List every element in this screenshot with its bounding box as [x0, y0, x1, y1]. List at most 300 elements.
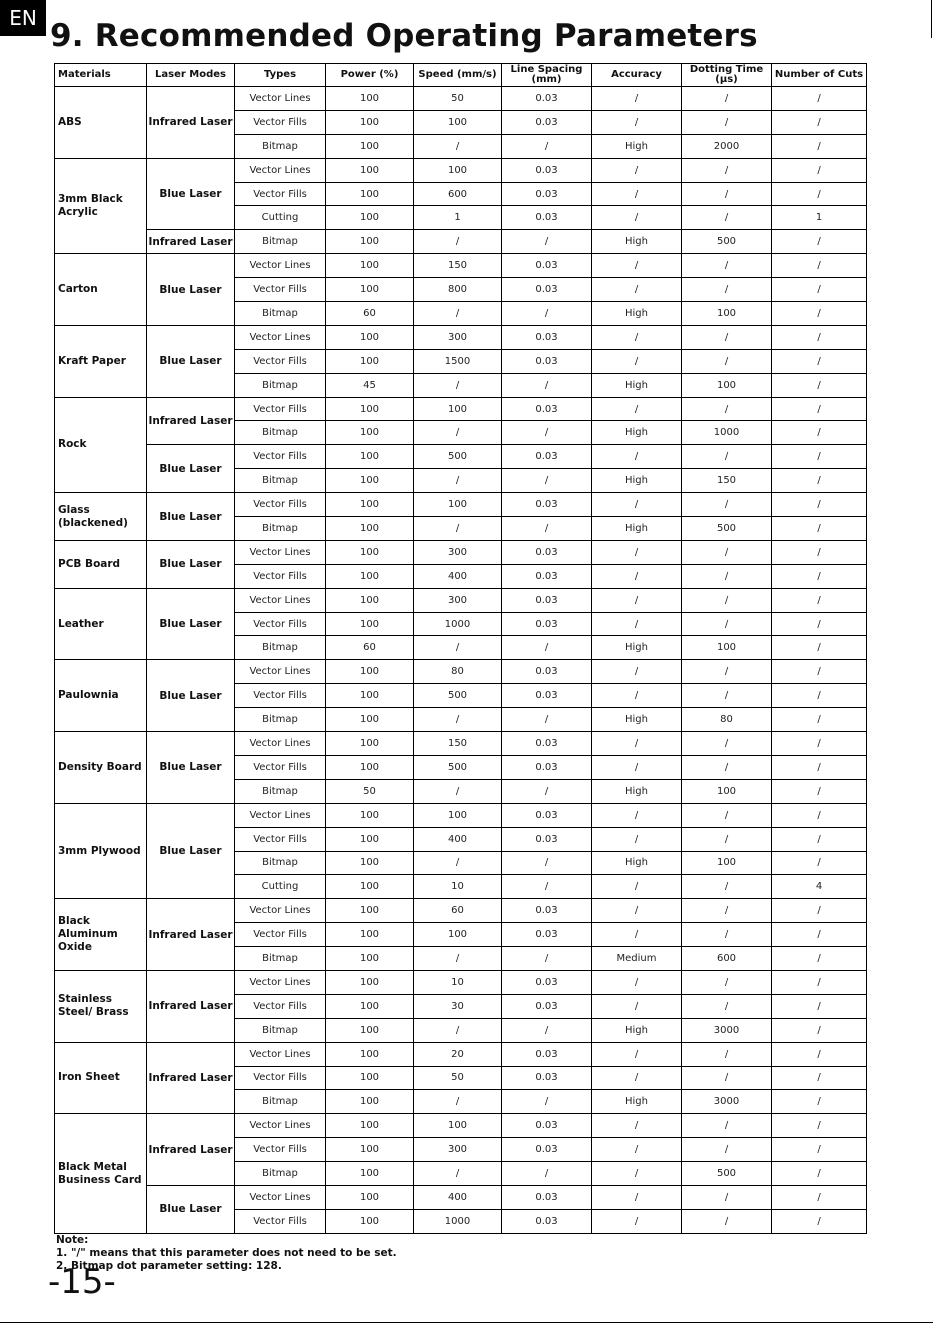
value-cell: / — [592, 1066, 682, 1090]
value-cell: 0.03 — [502, 206, 592, 230]
laser-mode-cell: Infrared Laser — [147, 397, 235, 445]
value-cell: 50 — [326, 779, 414, 803]
value-cell: / — [592, 827, 682, 851]
value-cell: / — [502, 1162, 592, 1186]
value-cell: 1000 — [682, 421, 772, 445]
value-cell: / — [772, 1162, 867, 1186]
value-cell: / — [502, 851, 592, 875]
value-cell: / — [772, 1042, 867, 1066]
value-cell: / — [592, 994, 682, 1018]
value-cell: / — [592, 732, 682, 756]
value-cell: / — [772, 1209, 867, 1233]
laser-mode-cell: Infrared Laser — [147, 1114, 235, 1186]
value-cell: 100 — [326, 1138, 414, 1162]
value-cell: / — [772, 540, 867, 564]
value-cell: 0.03 — [502, 827, 592, 851]
value-cell: / — [772, 254, 867, 278]
value-cell: 100 — [326, 421, 414, 445]
type-cell: Bitmap — [235, 421, 326, 445]
value-cell: 100 — [682, 302, 772, 326]
type-cell: Vector Lines — [235, 158, 326, 182]
value-cell: / — [592, 87, 682, 111]
note-item: 2. Bitmap dot parameter setting: 128. — [56, 1260, 282, 1272]
value-cell: / — [772, 612, 867, 636]
type-cell: Vector Fills — [235, 1138, 326, 1162]
language-tab: EN — [0, 0, 46, 36]
value-cell: / — [772, 278, 867, 302]
value-cell: / — [502, 708, 592, 732]
value-cell: / — [592, 755, 682, 779]
material-cell: Paulownia — [55, 660, 147, 732]
value-cell: 100 — [326, 827, 414, 851]
value-cell: 300 — [414, 1138, 502, 1162]
value-cell: 100 — [682, 851, 772, 875]
value-cell: 100 — [326, 564, 414, 588]
value-cell: / — [772, 134, 867, 158]
material-cell: ABS — [55, 87, 147, 159]
value-cell: 0.03 — [502, 612, 592, 636]
value-cell: / — [592, 899, 682, 923]
material-cell: Black Aluminum Oxide — [55, 899, 147, 971]
value-cell: / — [772, 803, 867, 827]
value-cell: / — [772, 564, 867, 588]
value-cell: / — [414, 302, 502, 326]
value-cell: 500 — [414, 684, 502, 708]
value-cell: / — [772, 1114, 867, 1138]
value-cell: / — [502, 373, 592, 397]
table-row — [55, 1042, 867, 1066]
parameters-table — [54, 63, 867, 1234]
type-cell: Vector Fills — [235, 1209, 326, 1233]
header-cell: Dotting Time (μs) — [682, 64, 772, 87]
laser-mode-cell: Blue Laser — [147, 660, 235, 732]
table-row — [55, 397, 867, 421]
value-cell: / — [502, 947, 592, 971]
value-cell: High — [592, 851, 682, 875]
value-cell: 100 — [326, 206, 414, 230]
type-cell: Bitmap — [235, 1090, 326, 1114]
type-cell: Bitmap — [235, 302, 326, 326]
type-cell: Bitmap — [235, 708, 326, 732]
note-item: 1. "/" means that this parameter does not need to be set. — [56, 1247, 397, 1259]
value-cell: 600 — [414, 182, 502, 206]
value-cell: 100 — [326, 278, 414, 302]
type-cell: Vector Lines — [235, 970, 326, 994]
value-cell: / — [414, 517, 502, 541]
type-cell: Vector Lines — [235, 803, 326, 827]
value-cell: / — [414, 1162, 502, 1186]
value-cell: / — [592, 1162, 682, 1186]
value-cell: 800 — [414, 278, 502, 302]
page-number: -15- — [48, 1262, 116, 1302]
table-body — [55, 87, 867, 1234]
value-cell: / — [414, 230, 502, 254]
value-cell: 100 — [326, 970, 414, 994]
value-cell: / — [502, 875, 592, 899]
material-cell: 3mm Black Acrylic — [55, 158, 147, 254]
value-cell: 100 — [326, 803, 414, 827]
value-cell: 500 — [682, 1162, 772, 1186]
type-cell: Bitmap — [235, 134, 326, 158]
value-cell: 100 — [326, 899, 414, 923]
value-cell: 10 — [414, 875, 502, 899]
value-cell: High — [592, 469, 682, 493]
value-cell: 0.03 — [502, 660, 592, 684]
value-cell: / — [682, 1209, 772, 1233]
value-cell: / — [772, 851, 867, 875]
value-cell: / — [414, 779, 502, 803]
value-cell: 0.03 — [502, 588, 592, 612]
value-cell: 0.03 — [502, 994, 592, 1018]
value-cell: 30 — [414, 994, 502, 1018]
value-cell: 100 — [326, 1209, 414, 1233]
value-cell: 0.03 — [502, 1042, 592, 1066]
value-cell: / — [772, 684, 867, 708]
value-cell: 0.03 — [502, 1209, 592, 1233]
value-cell: / — [772, 1138, 867, 1162]
value-cell: / — [772, 445, 867, 469]
value-cell: 100 — [326, 923, 414, 947]
value-cell: / — [772, 421, 867, 445]
type-cell: Bitmap — [235, 230, 326, 254]
value-cell: / — [414, 851, 502, 875]
header-cell: Laser Modes — [147, 64, 235, 87]
value-cell: High — [592, 421, 682, 445]
value-cell: 100 — [326, 1066, 414, 1090]
value-cell: 0.03 — [502, 755, 592, 779]
value-cell: 0.03 — [502, 158, 592, 182]
value-cell: / — [502, 1090, 592, 1114]
value-cell: 100 — [326, 947, 414, 971]
value-cell: 80 — [682, 708, 772, 732]
value-cell: 0.03 — [502, 445, 592, 469]
value-cell: 0.03 — [502, 493, 592, 517]
value-cell: / — [682, 1138, 772, 1162]
value-cell: 45 — [326, 373, 414, 397]
value-cell: / — [414, 1090, 502, 1114]
value-cell: 100 — [326, 349, 414, 373]
value-cell: / — [772, 1185, 867, 1209]
value-cell: / — [682, 493, 772, 517]
value-cell: / — [772, 947, 867, 971]
header-row — [55, 64, 867, 87]
value-cell: / — [772, 1090, 867, 1114]
value-cell: / — [682, 875, 772, 899]
laser-mode-cell: Blue Laser — [147, 325, 235, 397]
value-cell: 100 — [326, 1042, 414, 1066]
value-cell: / — [772, 899, 867, 923]
value-cell: High — [592, 134, 682, 158]
type-cell: Vector Fills — [235, 755, 326, 779]
laser-mode-cell: Blue Laser — [147, 803, 235, 899]
type-cell: Vector Fills — [235, 564, 326, 588]
value-cell: 10 — [414, 970, 502, 994]
value-cell: / — [682, 899, 772, 923]
material-cell: 3mm Plywood — [55, 803, 147, 899]
value-cell: / — [772, 660, 867, 684]
value-cell: / — [772, 755, 867, 779]
value-cell: / — [414, 469, 502, 493]
value-cell: 4 — [772, 875, 867, 899]
value-cell: 0.03 — [502, 278, 592, 302]
value-cell: / — [772, 182, 867, 206]
value-cell: High — [592, 779, 682, 803]
type-cell: Bitmap — [235, 636, 326, 660]
value-cell: / — [592, 588, 682, 612]
value-cell: / — [682, 254, 772, 278]
value-cell: 100 — [326, 660, 414, 684]
value-cell: 0.03 — [502, 684, 592, 708]
value-cell: / — [592, 684, 682, 708]
value-cell: / — [592, 803, 682, 827]
laser-mode-cell: Blue Laser — [147, 588, 235, 660]
type-cell: Vector Lines — [235, 1185, 326, 1209]
value-cell: / — [502, 302, 592, 326]
value-cell: 100 — [326, 158, 414, 182]
value-cell: / — [682, 206, 772, 230]
value-cell: / — [502, 421, 592, 445]
value-cell: / — [682, 994, 772, 1018]
value-cell: / — [772, 732, 867, 756]
value-cell: 0.03 — [502, 349, 592, 373]
value-cell: / — [414, 1018, 502, 1042]
laser-mode-cell: Infrared Laser — [147, 970, 235, 1042]
value-cell: 0.03 — [502, 1138, 592, 1162]
value-cell: / — [682, 158, 772, 182]
value-cell: / — [502, 636, 592, 660]
value-cell: / — [592, 254, 682, 278]
type-cell: Bitmap — [235, 373, 326, 397]
value-cell: 100 — [326, 517, 414, 541]
table-row — [55, 588, 867, 612]
type-cell: Vector Lines — [235, 660, 326, 684]
type-cell: Cutting — [235, 206, 326, 230]
value-cell: 100 — [326, 1185, 414, 1209]
value-cell: 400 — [414, 827, 502, 851]
table-row — [55, 254, 867, 278]
laser-mode-cell: Blue Laser — [147, 1185, 235, 1233]
value-cell: 100 — [326, 87, 414, 111]
value-cell: 2000 — [682, 134, 772, 158]
value-cell: / — [414, 421, 502, 445]
value-cell: / — [772, 994, 867, 1018]
value-cell: / — [592, 349, 682, 373]
header-cell: Number of Cuts — [772, 64, 867, 87]
value-cell: / — [592, 493, 682, 517]
margin-rule — [931, 0, 932, 38]
value-cell: / — [772, 588, 867, 612]
value-cell: 100 — [326, 851, 414, 875]
table-row — [55, 540, 867, 564]
table-row — [55, 970, 867, 994]
value-cell: 50 — [414, 87, 502, 111]
value-cell: 100 — [326, 588, 414, 612]
material-cell: Kraft Paper — [55, 325, 147, 397]
table-row — [55, 803, 867, 827]
value-cell: 300 — [414, 540, 502, 564]
value-cell: / — [772, 87, 867, 111]
laser-mode-cell: Infrared Laser — [147, 899, 235, 971]
laser-mode-cell: Blue Laser — [147, 732, 235, 804]
type-cell: Vector Fills — [235, 493, 326, 517]
value-cell: / — [592, 923, 682, 947]
value-cell: 100 — [326, 230, 414, 254]
page-title: 9. Recommended Operating Parameters — [50, 18, 758, 54]
value-cell: / — [592, 278, 682, 302]
value-cell: / — [682, 1042, 772, 1066]
value-cell: / — [772, 325, 867, 349]
value-cell: High — [592, 230, 682, 254]
value-cell: / — [772, 302, 867, 326]
value-cell: / — [592, 970, 682, 994]
value-cell: / — [772, 923, 867, 947]
value-cell: 1 — [772, 206, 867, 230]
value-cell: 3000 — [682, 1018, 772, 1042]
header-cell: Line Spacing (mm) — [502, 64, 592, 87]
value-cell: High — [592, 1090, 682, 1114]
type-cell: Vector Lines — [235, 325, 326, 349]
type-cell: Vector Lines — [235, 87, 326, 111]
value-cell: / — [772, 230, 867, 254]
value-cell: 100 — [414, 158, 502, 182]
value-cell: / — [592, 206, 682, 230]
value-cell: / — [772, 517, 867, 541]
value-cell: / — [682, 732, 772, 756]
value-cell: / — [592, 397, 682, 421]
table-row — [55, 87, 867, 111]
value-cell: / — [592, 1114, 682, 1138]
value-cell: 0.03 — [502, 1114, 592, 1138]
value-cell: 100 — [326, 732, 414, 756]
value-cell: / — [682, 588, 772, 612]
value-cell: 0.03 — [502, 325, 592, 349]
value-cell: 400 — [414, 1185, 502, 1209]
value-cell: / — [772, 970, 867, 994]
type-cell: Vector Fills — [235, 923, 326, 947]
value-cell: 100 — [326, 612, 414, 636]
header-cell: Materials — [55, 64, 147, 87]
table-row — [55, 158, 867, 182]
value-cell: / — [592, 564, 682, 588]
material-cell: Leather — [55, 588, 147, 660]
type-cell: Vector Fills — [235, 110, 326, 134]
value-cell: 0.03 — [502, 254, 592, 278]
header-cell: Accuracy — [592, 64, 682, 87]
value-cell: High — [592, 636, 682, 660]
value-cell: / — [502, 469, 592, 493]
value-cell: / — [682, 540, 772, 564]
material-cell: PCB Board — [55, 540, 147, 588]
value-cell: 100 — [414, 923, 502, 947]
type-cell: Vector Lines — [235, 899, 326, 923]
type-cell: Vector Fills — [235, 1066, 326, 1090]
value-cell: 100 — [326, 493, 414, 517]
value-cell: 100 — [414, 803, 502, 827]
value-cell: / — [592, 875, 682, 899]
value-cell: 50 — [414, 1066, 502, 1090]
value-cell: / — [682, 660, 772, 684]
value-cell: 100 — [326, 1090, 414, 1114]
value-cell: / — [772, 158, 867, 182]
type-cell: Vector Fills — [235, 182, 326, 206]
material-cell: Carton — [55, 254, 147, 326]
type-cell: Bitmap — [235, 947, 326, 971]
value-cell: / — [772, 1066, 867, 1090]
value-cell: 100 — [326, 1162, 414, 1186]
value-cell: 100 — [682, 779, 772, 803]
value-cell: 100 — [326, 134, 414, 158]
value-cell: / — [682, 87, 772, 111]
material-cell: Iron Sheet — [55, 1042, 147, 1114]
value-cell: 0.03 — [502, 397, 592, 421]
value-cell: / — [592, 1138, 682, 1162]
table-row — [55, 1114, 867, 1138]
value-cell: / — [502, 779, 592, 803]
value-cell: High — [592, 708, 682, 732]
material-cell: Stainless Steel/ Brass — [55, 970, 147, 1042]
value-cell: 100 — [326, 182, 414, 206]
value-cell: / — [682, 325, 772, 349]
value-cell: / — [772, 397, 867, 421]
value-cell: / — [682, 827, 772, 851]
type-cell: Vector Fills — [235, 445, 326, 469]
laser-mode-cell: Blue Laser — [147, 158, 235, 230]
laser-mode-cell: Infrared Laser — [147, 1042, 235, 1114]
value-cell: / — [772, 373, 867, 397]
value-cell: 100 — [682, 373, 772, 397]
value-cell: 100 — [326, 469, 414, 493]
value-cell: 60 — [414, 899, 502, 923]
value-cell: / — [772, 493, 867, 517]
value-cell: 500 — [414, 445, 502, 469]
laser-mode-cell: Infrared Laser — [147, 87, 235, 159]
value-cell: / — [592, 445, 682, 469]
type-cell: Vector Lines — [235, 1042, 326, 1066]
laser-mode-cell: Blue Laser — [147, 254, 235, 326]
value-cell: 0.03 — [502, 540, 592, 564]
value-cell: 150 — [414, 732, 502, 756]
value-cell: High — [592, 1018, 682, 1042]
value-cell: / — [682, 970, 772, 994]
value-cell: 1 — [414, 206, 502, 230]
table-row — [55, 230, 867, 254]
value-cell: Medium — [592, 947, 682, 971]
value-cell: / — [502, 1018, 592, 1042]
type-cell: Vector Fills — [235, 994, 326, 1018]
type-cell: Vector Lines — [235, 732, 326, 756]
table-row — [55, 660, 867, 684]
type-cell: Vector Fills — [235, 684, 326, 708]
material-cell: Glass (blackened) — [55, 493, 147, 541]
value-cell: / — [502, 134, 592, 158]
value-cell: / — [682, 564, 772, 588]
value-cell: 20 — [414, 1042, 502, 1066]
value-cell: 0.03 — [502, 110, 592, 134]
header-cell: Types — [235, 64, 326, 87]
type-cell: Vector Fills — [235, 349, 326, 373]
type-cell: Vector Lines — [235, 1114, 326, 1138]
value-cell: / — [772, 110, 867, 134]
type-cell: Bitmap — [235, 517, 326, 541]
value-cell: / — [682, 1066, 772, 1090]
type-cell: Vector Fills — [235, 827, 326, 851]
value-cell: 0.03 — [502, 732, 592, 756]
value-cell: 80 — [414, 660, 502, 684]
value-cell: 1000 — [414, 1209, 502, 1233]
value-cell: / — [414, 708, 502, 732]
value-cell: / — [502, 230, 592, 254]
value-cell: / — [772, 469, 867, 493]
